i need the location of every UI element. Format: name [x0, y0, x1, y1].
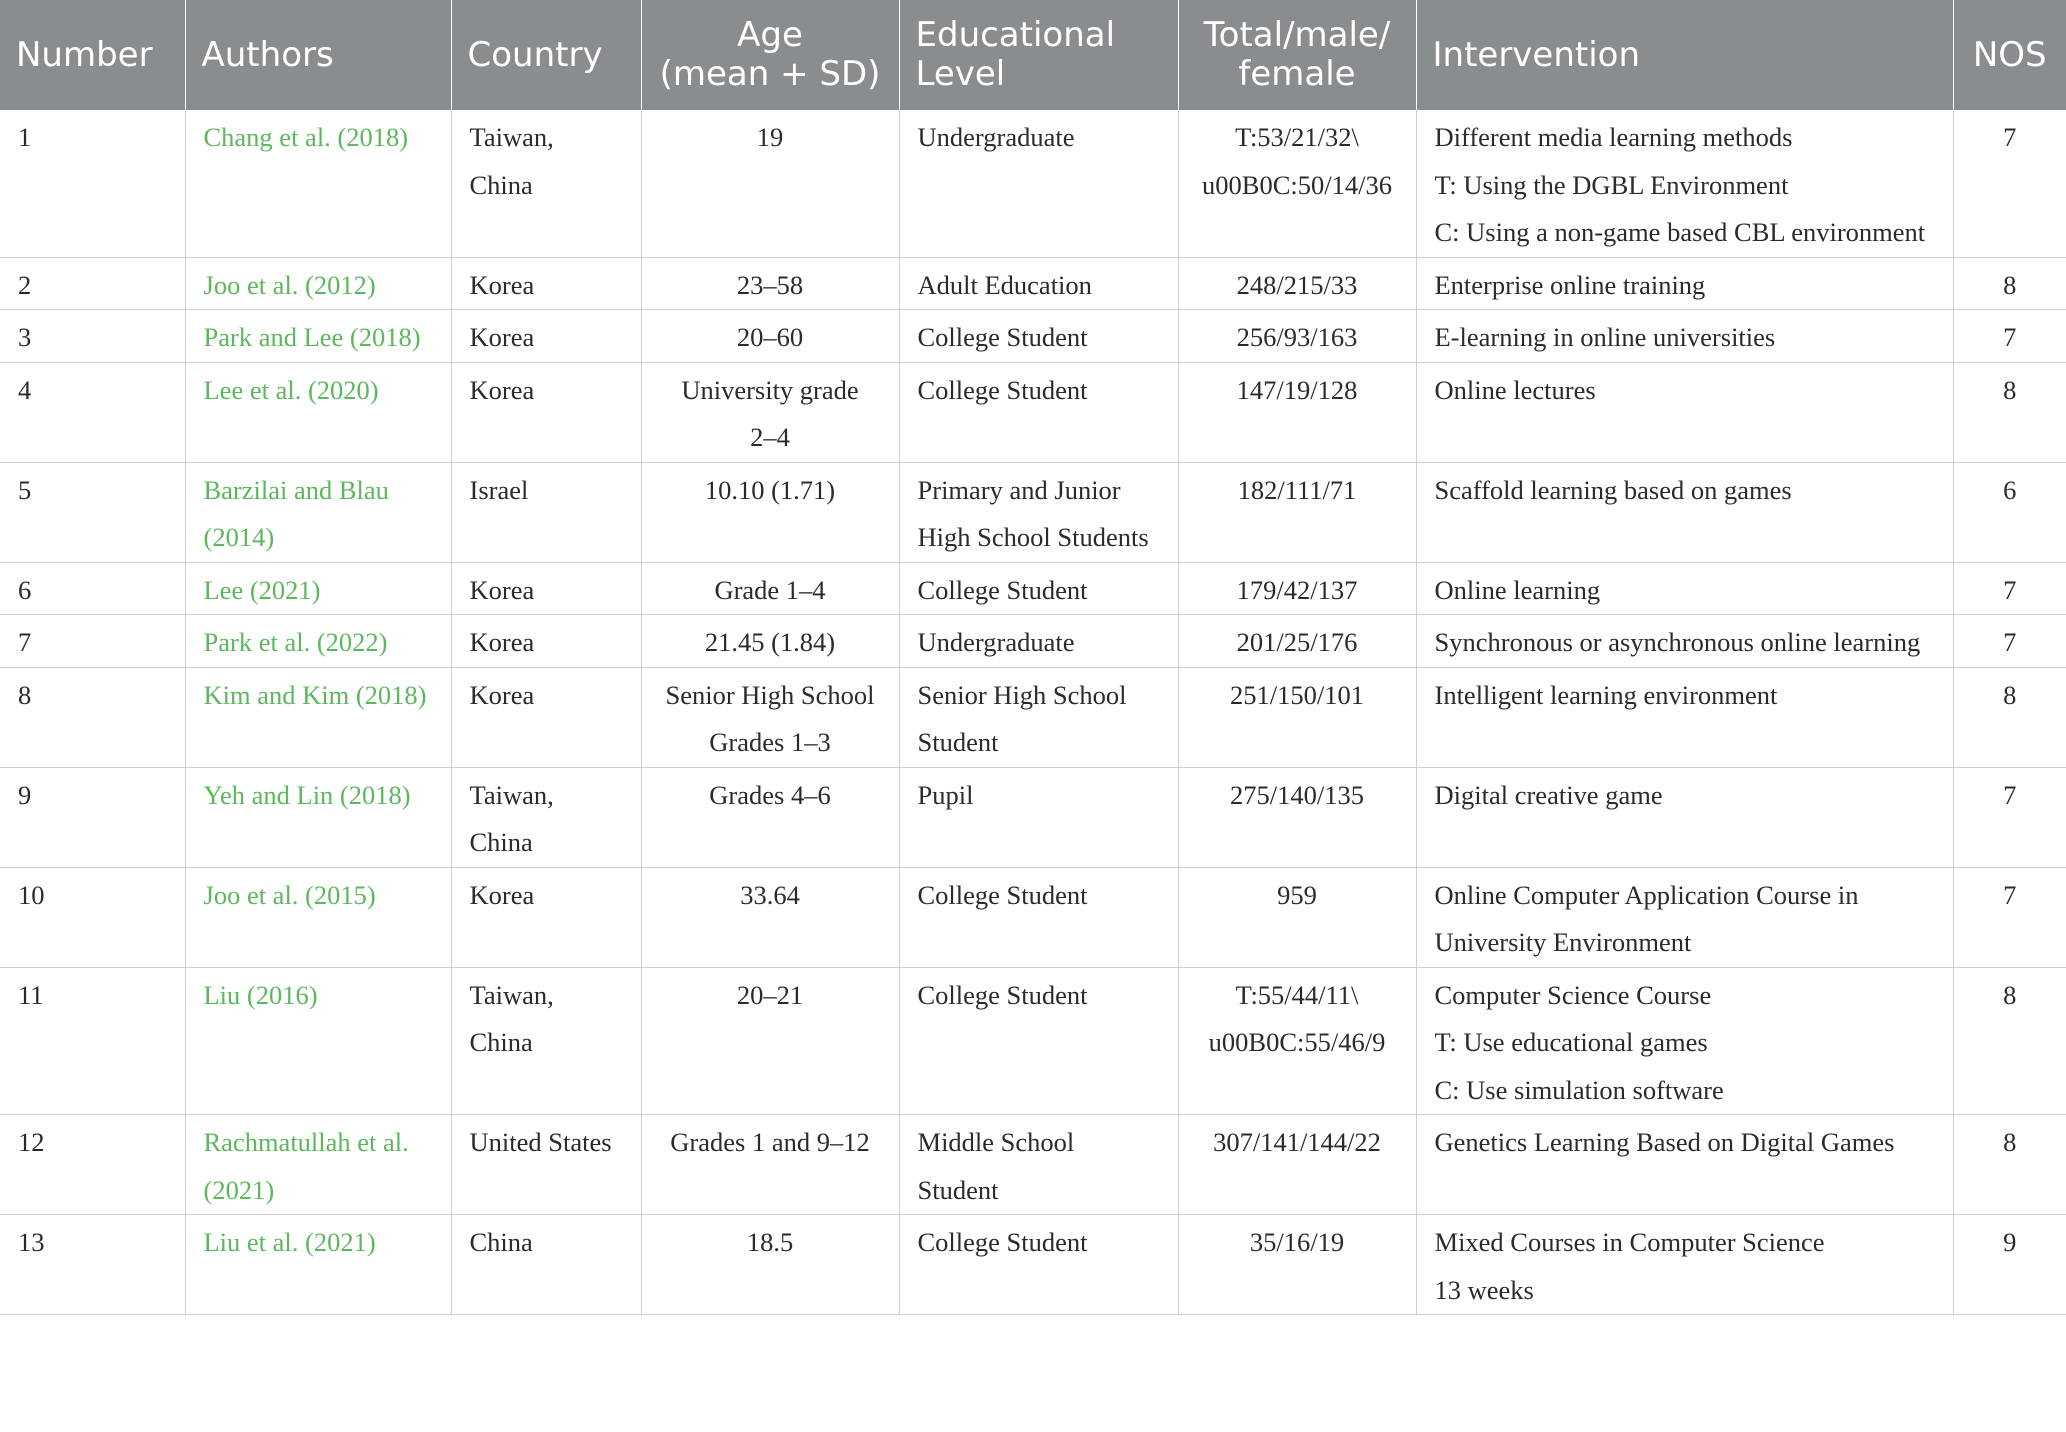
- cell-authors: Kim and Kim (2018): [185, 667, 451, 767]
- cell-intervention: Genetics Learning Based on Digital Games: [1416, 1115, 1953, 1215]
- table-row: [0, 767, 2066, 867]
- cell-total-male-female: 35/16/19: [1178, 1215, 1416, 1315]
- header-authors: Authors: [185, 0, 451, 110]
- header-number: Number: [0, 0, 185, 110]
- cell-intervention: Different media learning methods T: Using the DGBL Environment C: Using a non-game based CBL environment: [1416, 110, 1953, 257]
- cell-educational-level: College Student: [899, 562, 1178, 615]
- table-row: [0, 362, 2066, 462]
- cell-country: Korea: [451, 362, 641, 462]
- table-row: [0, 615, 2066, 668]
- cell-age: Grade 1–4: [641, 562, 899, 615]
- cell-total-male-female: 959: [1178, 867, 1416, 967]
- cell-country: Taiwan, China: [451, 110, 641, 257]
- cell-number: 1: [0, 110, 185, 257]
- cell-intervention: Online lectures: [1416, 362, 1953, 462]
- cell-authors: Joo et al. (2015): [185, 867, 451, 967]
- header-age: Age (mean + SD): [641, 0, 899, 110]
- cell-number: 3: [0, 310, 185, 363]
- header-nos: NOS: [1953, 0, 2066, 110]
- table-row: [0, 562, 2066, 615]
- cell-country: China: [451, 1215, 641, 1315]
- cell-nos: 8: [1953, 667, 2066, 767]
- cell-authors: Lee (2021): [185, 562, 451, 615]
- cell-nos: 8: [1953, 362, 2066, 462]
- cell-intervention: Mixed Courses in Computer Science 13 weeks: [1416, 1215, 1953, 1315]
- cell-authors: Barzilai and Blau (2014): [185, 462, 451, 562]
- cell-educational-level: College Student: [899, 867, 1178, 967]
- cell-nos: 6: [1953, 462, 2066, 562]
- cell-number: 8: [0, 667, 185, 767]
- cell-age: 33.64: [641, 867, 899, 967]
- cell-authors: Park and Lee (2018): [185, 310, 451, 363]
- cell-total-male-female: 179/42/137: [1178, 562, 1416, 615]
- cell-country: Korea: [451, 667, 641, 767]
- cell-country: Taiwan, China: [451, 967, 641, 1115]
- cell-nos: 8: [1953, 1115, 2066, 1215]
- cell-nos: 7: [1953, 110, 2066, 257]
- cell-intervention: Intelligent learning environment: [1416, 667, 1953, 767]
- cell-country: Korea: [451, 615, 641, 668]
- cell-total-male-female: 182/111/71: [1178, 462, 1416, 562]
- cell-educational-level: Undergraduate: [899, 110, 1178, 257]
- cell-country: Taiwan, China: [451, 767, 641, 867]
- cell-age: 21.45 (1.84): [641, 615, 899, 668]
- cell-intervention: Online learning: [1416, 562, 1953, 615]
- cell-number: 4: [0, 362, 185, 462]
- cell-country: Korea: [451, 562, 641, 615]
- cell-educational-level: Middle School Student: [899, 1115, 1178, 1215]
- cell-intervention: Computer Science Course T: Use educational games C: Use simulation software: [1416, 967, 1953, 1115]
- cell-number: 13: [0, 1215, 185, 1315]
- table-row: [0, 667, 2066, 767]
- cell-authors: Joo et al. (2012): [185, 257, 451, 310]
- cell-country: Korea: [451, 257, 641, 310]
- cell-nos: 7: [1953, 615, 2066, 668]
- cell-age: 20–60: [641, 310, 899, 363]
- cell-total-male-female: 201/25/176: [1178, 615, 1416, 668]
- cell-age: 23–58: [641, 257, 899, 310]
- cell-educational-level: College Student: [899, 362, 1178, 462]
- cell-educational-level: Pupil: [899, 767, 1178, 867]
- cell-number: 12: [0, 1115, 185, 1215]
- cell-authors: Park et al. (2022): [185, 615, 451, 668]
- cell-total-male-female: 251/150/101: [1178, 667, 1416, 767]
- table-row: [0, 110, 2066, 257]
- cell-nos: 7: [1953, 867, 2066, 967]
- cell-intervention: Synchronous or asynchronous online learning: [1416, 615, 1953, 668]
- cell-number: 2: [0, 257, 185, 310]
- header-total-male-female: Total/male/ female: [1178, 0, 1416, 110]
- cell-country: Korea: [451, 867, 641, 967]
- cell-intervention: Enterprise online training: [1416, 257, 1953, 310]
- cell-age: University grade 2–4: [641, 362, 899, 462]
- cell-age: 20–21: [641, 967, 899, 1115]
- cell-nos: 8: [1953, 967, 2066, 1115]
- cell-country: United States: [451, 1115, 641, 1215]
- table-row: [0, 867, 2066, 967]
- cell-number: 7: [0, 615, 185, 668]
- table-row: [0, 310, 2066, 363]
- cell-intervention: Online Computer Application Course in University Environment: [1416, 867, 1953, 967]
- cell-authors: Chang et al. (2018): [185, 110, 451, 257]
- cell-country: Israel: [451, 462, 641, 562]
- cell-number: 6: [0, 562, 185, 615]
- cell-age: Senior High School Grades 1–3: [641, 667, 899, 767]
- cell-nos: 7: [1953, 562, 2066, 615]
- cell-total-male-female: 275/140/135: [1178, 767, 1416, 867]
- cell-educational-level: College Student: [899, 967, 1178, 1115]
- cell-educational-level: Primary and Junior High School Students: [899, 462, 1178, 562]
- cell-educational-level: Senior High School Student: [899, 667, 1178, 767]
- table-row: [0, 462, 2066, 562]
- cell-number: 10: [0, 867, 185, 967]
- table-row: [0, 257, 2066, 310]
- cell-educational-level: Undergraduate: [899, 615, 1178, 668]
- cell-nos: 8: [1953, 257, 2066, 310]
- cell-total-male-female: 147/19/128: [1178, 362, 1416, 462]
- cell-intervention: E-learning in online universities: [1416, 310, 1953, 363]
- cell-total-male-female: T:55/44/11\ u00B0C:55/46/9: [1178, 967, 1416, 1115]
- cell-educational-level: College Student: [899, 1215, 1178, 1315]
- table-row: [0, 967, 2066, 1115]
- cell-country: Korea: [451, 310, 641, 363]
- cell-nos: 7: [1953, 310, 2066, 363]
- cell-nos: 7: [1953, 767, 2066, 867]
- cell-authors: Rachmatullah et al. (2021): [185, 1115, 451, 1215]
- cell-age: 10.10 (1.71): [641, 462, 899, 562]
- cell-educational-level: Adult Education: [899, 257, 1178, 310]
- cell-authors: Yeh and Lin (2018): [185, 767, 451, 867]
- table-row: [0, 1115, 2066, 1215]
- cell-age: Grades 1 and 9–12: [641, 1115, 899, 1215]
- cell-age: 18.5: [641, 1215, 899, 1315]
- cell-age: Grades 4–6: [641, 767, 899, 867]
- cell-authors: Liu et al. (2021): [185, 1215, 451, 1315]
- cell-total-male-female: T:53/21/32\ u00B0C:50/14/36: [1178, 110, 1416, 257]
- cell-number: 9: [0, 767, 185, 867]
- cell-authors: Liu (2016): [185, 967, 451, 1115]
- cell-age: 19: [641, 110, 899, 257]
- cell-total-male-female: 248/215/33: [1178, 257, 1416, 310]
- cell-total-male-female: 256/93/163: [1178, 310, 1416, 363]
- header-country: Country: [451, 0, 641, 110]
- header-intervention: Intervention: [1416, 0, 1953, 110]
- cell-number: 5: [0, 462, 185, 562]
- cell-total-male-female: 307/141/144/22: [1178, 1115, 1416, 1215]
- cell-educational-level: College Student: [899, 310, 1178, 363]
- header-educational-level: Educational Level: [899, 0, 1178, 110]
- cell-authors: Lee et al. (2020): [185, 362, 451, 462]
- cell-nos: 9: [1953, 1215, 2066, 1315]
- cell-intervention: Digital creative game: [1416, 767, 1953, 867]
- cell-number: 11: [0, 967, 185, 1115]
- header-row: [0, 0, 2066, 110]
- cell-intervention: Scaffold learning based on games: [1416, 462, 1953, 562]
- table-row: [0, 1215, 2066, 1315]
